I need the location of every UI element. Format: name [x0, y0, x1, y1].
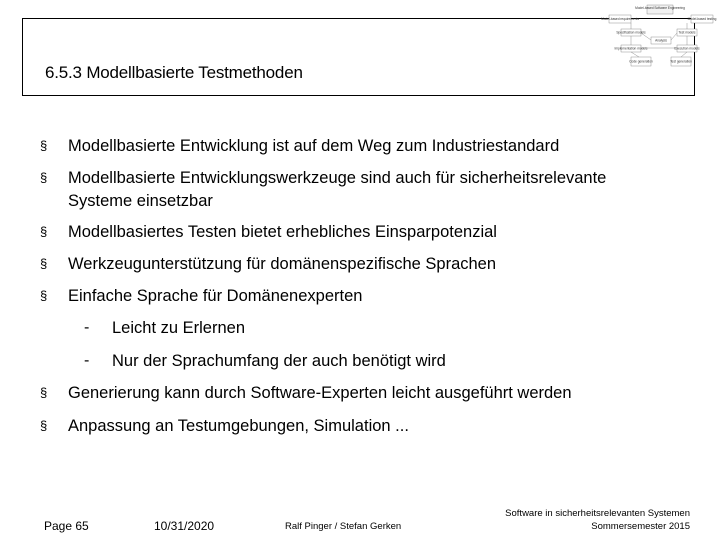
sub-bullet-text: Nur der Sprachumfang der auch benötigt wird [112, 352, 446, 370]
footer-course-term: Sommersemester 2015 [591, 521, 690, 532]
bullet-marker: § [40, 418, 48, 433]
bullet-marker: § [40, 256, 48, 271]
diagram-node-bottom-left: Code generation [629, 59, 653, 64]
footer-authors: Ralf Pinger / Stefan Gerken [285, 521, 402, 532]
bullet-marker: § [40, 224, 48, 239]
diagram-node-center: Analysis [655, 38, 667, 43]
bullet-text-continuation: Systeme einsetzbar [68, 192, 213, 210]
bullet-text: Werkzeugunterstützung für domänenspezifische Sprachen [68, 255, 497, 273]
bullet-text: Modellbasierte Entwicklungswerkzeuge sind auch für sicherheitsrelevante [68, 169, 607, 187]
bullet-text: Anpassung an Testumgebungen, Simulation ... [68, 417, 409, 435]
sub-bullet-marker: - [84, 352, 90, 369]
diagram-node-low-right: Execution models [674, 46, 700, 51]
diagram-node-mid-left: Specification models [616, 30, 646, 35]
sub-bullet-marker: - [84, 319, 90, 336]
bullet-text: Modellbasierte Entwicklung ist auf dem Weg zum Industriestandard [68, 137, 560, 155]
bullet-marker: § [40, 385, 48, 400]
sub-bullet-text: Leicht zu Erlernen [112, 319, 245, 337]
title-box [22, 18, 695, 96]
diagram-node-right-top: Model-based testing [687, 17, 717, 21]
footer-date: 10/31/2020 [154, 519, 215, 533]
process-diagram [601, 3, 717, 71]
diagram-node-bottom-right: Test generation [670, 59, 692, 64]
footer-course-title: Software in sicherheitsrelevanten Systemen [505, 508, 690, 519]
bullet-marker: § [40, 138, 48, 153]
bullet-marker: § [40, 288, 48, 303]
bullet-text: Generierung kann durch Software-Experten leicht ausgeführt werden [68, 384, 572, 402]
bullet-text: Modellbasiertes Testen bietet erhebliches Einsparpotenzial [68, 223, 497, 241]
diagram-node-mid-right: Test models [678, 30, 696, 35]
slide-title: 6.5.3 Modellbasierte Testmethoden [45, 63, 303, 82]
diagram-node-left-top: Model-based requirements [601, 17, 639, 21]
bullet-marker: § [40, 170, 48, 185]
footer-course [505, 507, 690, 533]
page-number: Page 65 [44, 519, 89, 533]
diagram-node-low-left: Implementation models [614, 46, 648, 51]
diagram-top-title: Model-based Software Engineering [635, 6, 685, 10]
bullet-text: Einfache Sprache für Domänenexperten [68, 287, 363, 305]
